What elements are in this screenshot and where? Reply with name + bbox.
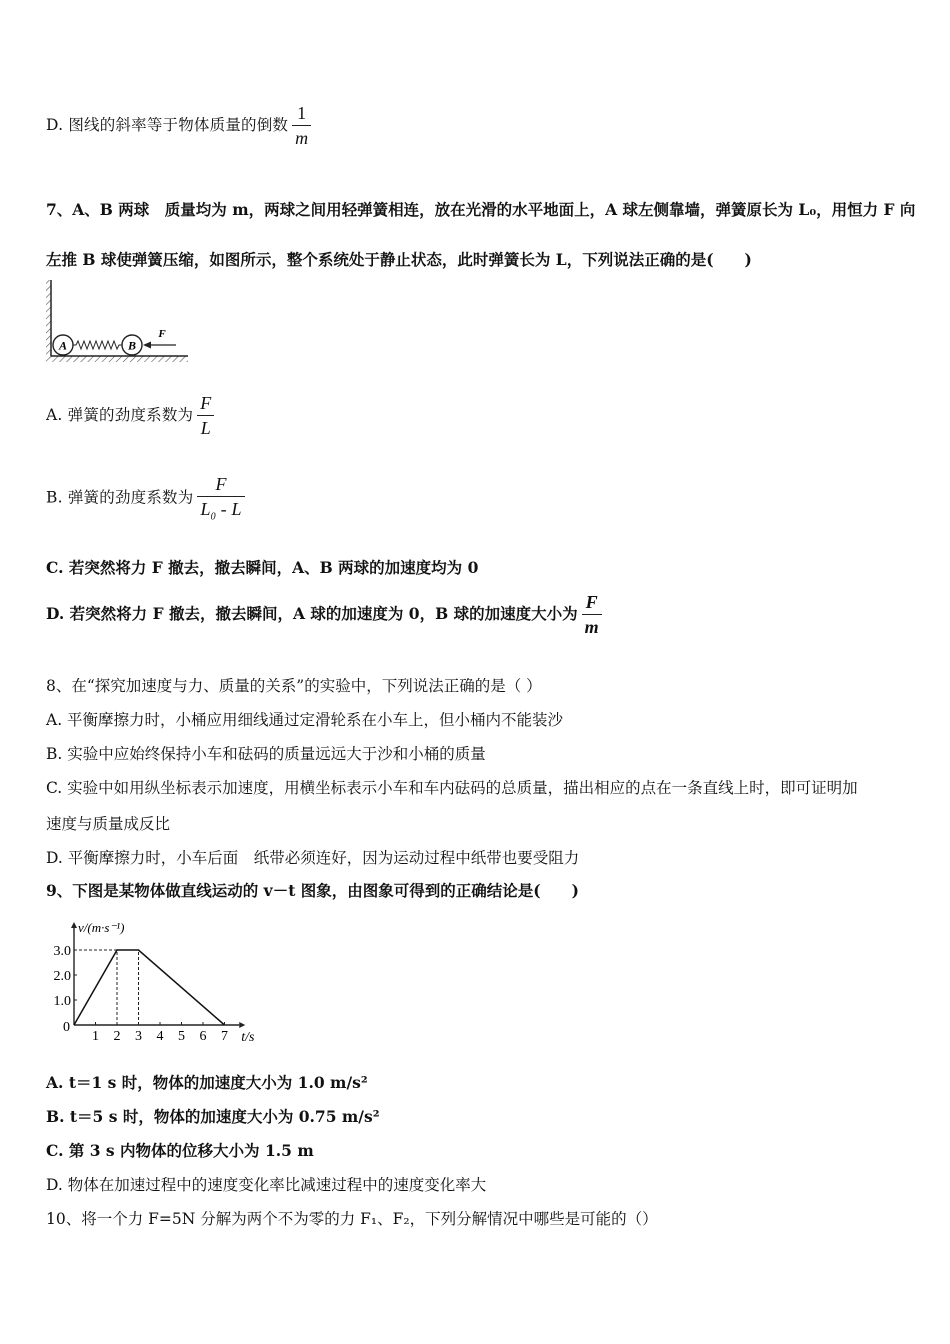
q7-option-b-fraction: [197, 474, 244, 523]
q9-vt-chart: [44, 904, 274, 1046]
den-l: L: [200, 499, 211, 519]
q8-stem: 8、在“探究加速度与力、质量的关系”的实验中，下列说法正确的是（ ）: [46, 677, 542, 695]
fraction-denominator: m: [295, 128, 309, 148]
q7-option-b-text: B. 弹簧的劲度系数为: [46, 488, 194, 507]
q8-option-a: A. 平衡摩擦力时，小桶应用细线通过定滑轮系在小车上，但小桶内不能装沙: [46, 711, 564, 729]
q6-option-d-text: D. 图线的斜率等于物体质量的倒数: [46, 116, 289, 134]
x-tick-label-4: 4: [156, 1029, 164, 1044]
y-tick-label-1.0: 1.0: [53, 994, 71, 1009]
y-tick-label-3.0: 3.0: [53, 944, 71, 959]
y-axis-label: v/(m·s⁻¹): [78, 920, 125, 935]
floor-hatching: [46, 356, 188, 362]
q8-option-d: D. 平衡摩擦力时，小车后面 纸带必须连好，因为运动过程中纸带也要受阻力: [46, 849, 580, 867]
x-tick-label-6: 6: [199, 1029, 207, 1044]
q9-option-b: B. t＝5 s 时，物体的加速度大小为 0.75 m/s²: [46, 1107, 380, 1126]
fraction-denominator: [197, 497, 244, 523]
q8-option-c-line-2: 速度与质量成反比: [46, 815, 171, 833]
q9-option-d: D. 物体在加速过程中的速度变化率比减速过程中的速度变化率大: [46, 1176, 487, 1194]
q9-stem: 9、下图是某物体做直线运动的 v－t 图象，由图象可得到的正确结论是( ): [46, 881, 579, 900]
y-axis-arrow: [71, 922, 77, 928]
spring: [73, 341, 122, 349]
q7-option-d: [46, 592, 602, 638]
q9-option-c: C. 第 3 s 内物体的位移大小为 1.5 m: [46, 1141, 314, 1160]
q9-option-a: A. t＝1 s 时，物体的加速度大小为 1.0 m/s²: [46, 1073, 368, 1092]
x-axis-label: t/s: [241, 1030, 255, 1045]
q7-option-a-fraction: [197, 393, 214, 439]
series-line-0: [74, 950, 225, 1025]
q7-stem-line-2: 左推 B 球使弹簧压缩，如图所示，整个系统处于静止状态，此时弹簧长为 L，下列说法正确的是( ): [46, 250, 752, 269]
x-tick-label-2: 2: [113, 1029, 121, 1044]
fraction-numerator: F: [197, 393, 214, 416]
q7-option-b: [46, 474, 245, 523]
q6-option-d: [46, 103, 311, 149]
origin-label: 0: [63, 1020, 70, 1035]
q10-stem: 10、将一个力 F=5N 分解为两个不为零的力 F₁、F₂，下列分解情况中哪些是可能的（）: [46, 1210, 658, 1228]
force-arrowhead: [143, 342, 151, 349]
q7-option-a: [46, 393, 214, 439]
y-tick-label-2.0: 2.0: [53, 969, 71, 984]
q8-option-b: B. 实验中应始终保持小车和砝码的质量远远大于沙和小桶的质量: [46, 745, 486, 763]
ball-b-label: B: [127, 338, 137, 353]
q8-option-c-line-1: C. 实验中如用纵坐标表示加速度，用横坐标表示小车和车内砝码的总质量，描出相应的点在一条直线上时，即可证明加: [46, 779, 858, 797]
fraction-denominator: L: [200, 418, 211, 438]
ball-a-label: A: [58, 338, 68, 353]
q6-option-d-fraction: [292, 103, 311, 149]
den-subscript: 0: [210, 511, 216, 523]
q7-option-d-text: D. 若突然将力 F 撤去，撤去瞬间，A 球的加速度为 0，B 球的加速度大小为: [46, 604, 578, 623]
x-tick-label-7: 7: [221, 1029, 228, 1044]
q7-spring-figure: [44, 278, 194, 366]
fraction-numerator: F: [582, 592, 602, 615]
fraction-numerator: 1: [292, 103, 311, 126]
force-label: F: [158, 328, 166, 340]
q7-option-d-fraction: [582, 592, 602, 638]
den-rest: - L: [220, 499, 242, 519]
q7-stem-line-1: 7、A、B 两球 质量均为 m，两球之间用轻弹簧相连，放在光滑的水平地面上，A 球左侧靠墙，弹簧原长为 L₀，用恒力 F 向: [46, 200, 916, 219]
x-tick-label-3: 3: [135, 1029, 142, 1044]
fraction-numerator: F: [197, 474, 244, 497]
x-tick-label-1: 1: [92, 1029, 99, 1044]
q7-option-a-text: A. 弹簧的劲度系数为: [46, 406, 194, 424]
q7-option-c: C. 若突然将力 F 撤去，撤去瞬间，A、B 两球的加速度均为 0: [46, 558, 479, 577]
fraction-denominator: m: [584, 617, 599, 637]
x-tick-label-5: 5: [178, 1029, 185, 1044]
x-axis-arrow: [239, 1022, 245, 1028]
